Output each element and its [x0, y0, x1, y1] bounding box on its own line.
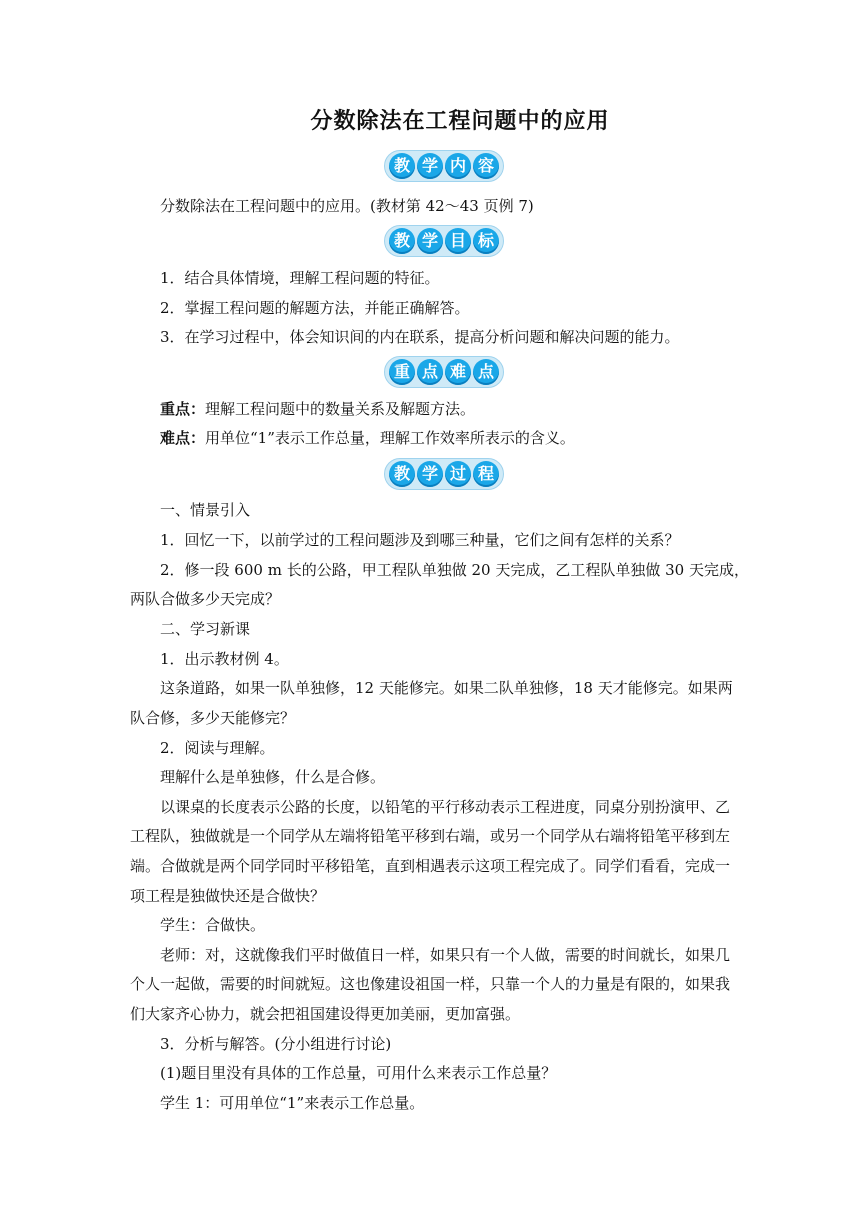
paragraph-line: 端。合做就是两个同学同时平移铅笔，直到相遇表示这项工程完成了。同学们看看，完成一	[130, 857, 731, 875]
badge-char: 点	[417, 359, 443, 385]
goal-item: 3．在学习过程中，体会知识间的内在联系，提高分析问题和解决问题的能力。	[160, 328, 680, 346]
badge-char: 教	[389, 153, 415, 179]
badge-char: 程	[473, 461, 499, 487]
goal-item: 1．结合具体情境，理解工程问题的特征。	[160, 269, 440, 287]
badge-char: 学	[417, 461, 443, 487]
paragraph-line: 工程队，独做就是一个同学从左端将铅笔平移到右端，或另一个同学从右端将铅笔平移到左	[130, 827, 731, 845]
paragraph-line: 两队合做多少天完成？	[130, 590, 281, 608]
paragraph-line: 以课桌的长度表示公路的长度，以铅笔的平行移动表示工程进度，同桌分别扮演甲、乙	[160, 798, 731, 816]
page-title: 分数除法在工程问题中的应用	[310, 108, 610, 134]
paragraph-line: 3．分析与解答。(分小组进行讨论)	[160, 1035, 392, 1053]
goal-item: 2．掌握工程问题的解题方法，并能正确解答。	[160, 299, 470, 317]
paragraph-line: 1．回忆一下，以前学过的工程问题涉及到哪三种量，它们之间有怎样的关系？	[160, 531, 680, 549]
badge-char: 教	[389, 461, 415, 487]
paragraph-line: 2．修一段 600 m 长的公路，甲工程队单独做 20 天完成，乙工程队单独做 30 天完成，	[160, 561, 749, 579]
section-badge-content	[0, 150, 860, 184]
section-heading: 一、情景引入	[160, 501, 251, 519]
badge-char: 学	[417, 228, 443, 254]
difficult-point-label: 难点：	[160, 429, 206, 447]
paragraph-line: 老师：对，这就像我们平时做值日一样，如果只有一个人做，需要的时间就长，如果几	[160, 946, 731, 964]
paragraph-line: 个人一起做，需要的时间就短。这也像建设祖国一样，只靠一个人的力量是有限的，如果我	[130, 975, 731, 993]
paragraph-line: 这条道路，如果一队单独修，12 天能修完。如果二队单独修，18 天才能修完。如果两	[160, 679, 733, 697]
key-point-text: 理解工程问题中的数量关系及解题方法。	[205, 400, 476, 418]
badge-char: 重	[389, 359, 415, 385]
paragraph-line: 学生：合做快。	[160, 916, 266, 934]
content-text: 分数除法在工程问题中的应用。(教材第 42～43 页例 7)	[160, 197, 534, 215]
badge-char: 点	[473, 359, 499, 385]
badge-char: 目	[445, 228, 471, 254]
badge-char: 教	[389, 228, 415, 254]
paragraph-line: 学生 1：可用单位“1”来表示工作总量。	[160, 1094, 425, 1112]
section-badge-goals	[0, 225, 860, 259]
key-point-label: 重点：	[160, 400, 206, 418]
badge-char: 内	[445, 153, 471, 179]
paragraph-line: 1．出示教材例 4。	[160, 650, 289, 668]
paragraph-line: 理解什么是单独修，什么是合修。	[160, 768, 386, 786]
badge-char: 容	[473, 153, 499, 179]
difficult-point-text: 用单位“1”表示工作总量，理解工作效率所表示的含义。	[205, 429, 575, 447]
section-heading: 二、学习新课	[160, 620, 251, 638]
difficult-point	[130, 428, 732, 448]
paragraph-line: 项工程是独做快还是合做快？	[130, 887, 326, 905]
section-badge-keypoints	[0, 356, 860, 390]
paragraph-line: (1)题目里没有具体的工作总量，可用什么来表示工作总量？	[160, 1064, 557, 1082]
badge-char: 难	[445, 359, 471, 385]
section-badge-process	[0, 458, 860, 492]
key-point	[130, 399, 732, 419]
paragraph-line: 们大家齐心协力，就会把祖国建设得更加美丽，更加富强。	[130, 1005, 521, 1023]
badge-char: 标	[473, 228, 499, 254]
paragraph-line: 队合修，多少天能修完？	[130, 709, 296, 727]
paragraph-line: 2．阅读与理解。	[160, 739, 275, 757]
badge-char: 学	[417, 153, 443, 179]
badge-char: 过	[445, 461, 471, 487]
